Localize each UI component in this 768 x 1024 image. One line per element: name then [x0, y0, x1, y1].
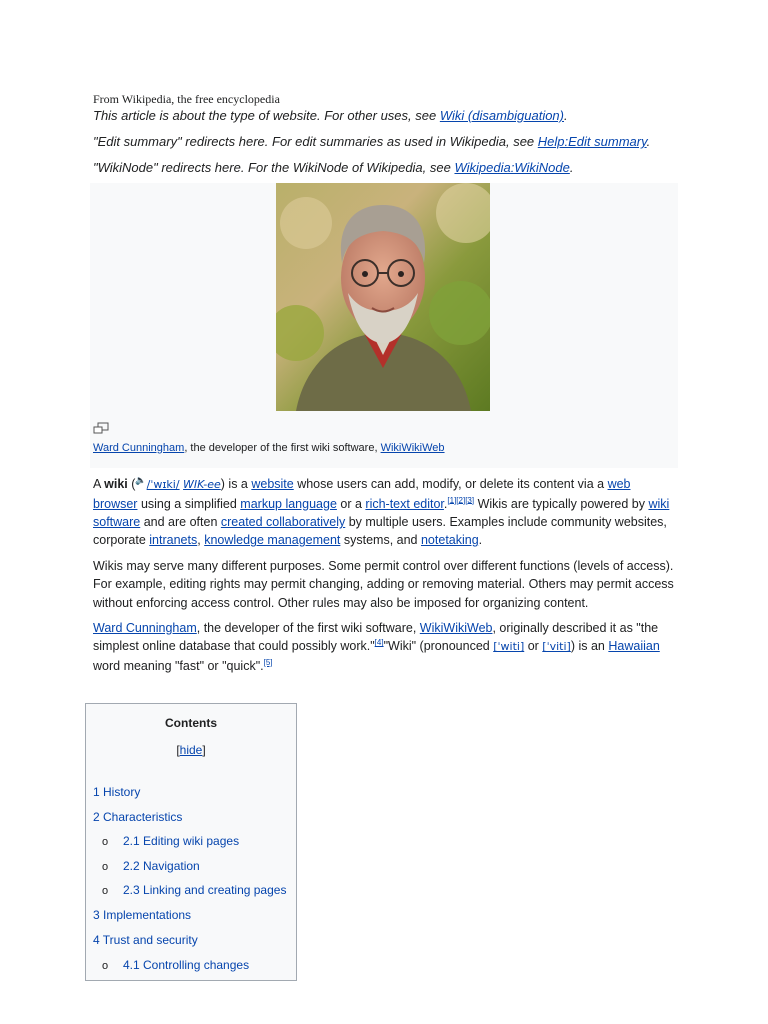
table-of-contents [85, 703, 297, 981]
toc-link[interactable]: 3 Implementations [93, 908, 192, 922]
intranets-link[interactable]: intranets [149, 533, 198, 548]
caption-text: , the developer of the first wiki software, [184, 442, 381, 454]
hatnote-suffix: . [564, 108, 568, 123]
text: by multiple users. Examples include community websites, corporate [93, 514, 667, 548]
created-collaboratively-link[interactable]: created collaboratively [220, 514, 346, 529]
enlarge-icon[interactable] [93, 421, 109, 433]
article-body [93, 92, 678, 682]
term-wiki: wiki [104, 477, 128, 492]
hatnote-wikinode [93, 159, 678, 177]
ipa-witi-link[interactable]: [ˈwiti] [493, 640, 525, 654]
respelling-link[interactable]: WIK-ee [183, 478, 221, 492]
toc-item-implementations[interactable] [93, 907, 191, 923]
toc-link[interactable]: 2.1 Editing wiki pages [123, 834, 240, 848]
wiki-software-link[interactable]: wiki software [93, 496, 670, 529]
toc-link[interactable]: 2.3 Linking and creating pages [123, 883, 287, 897]
hatnote-text: "WikiNode" redirects here. For the WikiNode of Wikipedia, see [93, 160, 455, 175]
citation-5[interactable]: [5] [263, 657, 273, 667]
text: word meaning "fast" or "quick". [93, 658, 264, 673]
bullet: o [102, 836, 109, 848]
bullet: o [102, 960, 109, 972]
caption-wikiwikiweb-link[interactable]: WikiWikiWeb [380, 442, 445, 454]
intro-paragraph-1 [93, 471, 678, 550]
ipa-pronunciation-link[interactable]: /ˈwɪki/ [146, 478, 180, 492]
text: Wikis are typically powered by [474, 496, 649, 511]
wikipedia-wikinode-link[interactable]: Wikipedia:WikiNode [454, 160, 570, 175]
website-link[interactable]: website [251, 477, 294, 492]
hatnote-text: "Edit summary" redirects here. For edit summaries as used in Wikipedia, see [93, 134, 538, 149]
hawaiian-link[interactable]: Hawaiian [608, 639, 660, 654]
toc-hide-toggle [86, 742, 296, 758]
bullet: o [102, 861, 109, 873]
text: using a simplified [137, 496, 241, 511]
text: and are often [140, 514, 221, 529]
intro-paragraph-3 [93, 619, 678, 675]
audio-speaker-icon[interactable]: 🔈 [135, 475, 147, 485]
text: . [443, 496, 448, 511]
bracket: ] [202, 743, 206, 757]
ward-cunningham-link[interactable]: Ward Cunningham [93, 621, 197, 635]
toc-item-trust-security[interactable] [93, 932, 198, 948]
citation-4[interactable]: [4] [374, 638, 384, 648]
web-browser-link[interactable]: web browser [93, 477, 631, 511]
toc-hide-link[interactable]: hide [179, 743, 203, 757]
markup-language-link[interactable]: markup language [240, 496, 337, 511]
text: ) is a [220, 477, 252, 492]
toc-title: Contents [165, 716, 217, 730]
text: whose users can add, modify, or delete its content via a [293, 477, 608, 492]
text: , the developer of the first wiki software, [196, 621, 420, 635]
citation-1-2-3[interactable]: [1][2][3] [447, 495, 475, 505]
toc-item-history[interactable] [93, 784, 140, 800]
text: , originally described it as "the simplest online database that could possibly work." [93, 621, 659, 654]
toc-item-linking-creating-pages[interactable] [102, 882, 286, 899]
text: or [524, 639, 543, 654]
text: "Wiki" (pronounced [383, 639, 494, 654]
intro-paragraph-2: Wikis may serve many different purposes. Some permit control over different functions (levels of access). For example, editing rights may permit changing, adding or removing material. Others may permit access without enforcing access control. Other rules may also be imposed for organizing content. [93, 558, 674, 610]
toc-link[interactable]: 2.2 Navigation [123, 859, 200, 873]
toc-link[interactable]: 2 Characteristics [93, 810, 183, 824]
toc-link[interactable]: 4.1 Controlling changes [123, 958, 250, 972]
help-edit-summary-link[interactable]: Help:Edit summary [537, 134, 647, 149]
ward-cunningham-photo[interactable] [276, 183, 490, 411]
text: , [197, 533, 205, 548]
toc-item-controlling-changes[interactable] [102, 957, 249, 974]
rich-text-editor-link[interactable]: rich-text editor [365, 496, 444, 511]
text: A [93, 477, 105, 492]
toc-link[interactable]: 1 History [93, 785, 141, 799]
hatnote-edit-summary [93, 133, 678, 151]
text: or a [336, 496, 366, 511]
knowledge-management-link[interactable]: knowledge management [204, 533, 341, 548]
hatnote-disambiguation [93, 107, 678, 125]
site-subtitle: From Wikipedia, the free encyclopedia [93, 92, 280, 106]
toc-item-navigation[interactable] [102, 858, 200, 875]
wikiwikiweb-link[interactable]: WikiWikiWeb [419, 621, 493, 635]
text: ( [127, 477, 136, 492]
hatnote-suffix: . [646, 134, 651, 149]
toc-item-editing-wiki-pages[interactable] [102, 833, 239, 850]
text: . [478, 533, 483, 548]
figure-caption [93, 441, 445, 455]
ipa-viti-link[interactable]: [ˈviti] [542, 640, 571, 654]
bracket: [ [176, 743, 180, 757]
hatnote-suffix: . [569, 160, 574, 175]
bullet: o [102, 885, 109, 897]
notetaking-link[interactable]: notetaking [420, 533, 479, 548]
toc-item-characteristics[interactable] [93, 809, 182, 825]
figure-thumbnail [90, 183, 678, 468]
wiki-disambiguation-link[interactable]: Wiki (disambiguation) [439, 108, 564, 123]
toc-link[interactable]: 4 Trust and security [93, 933, 198, 947]
caption-ward-cunningham-link[interactable]: Ward Cunningham [93, 442, 185, 454]
text: systems, and [340, 533, 421, 548]
text: ) is an [570, 639, 609, 654]
hatnote-text: This article is about the type of website. For other uses, see [93, 108, 440, 123]
